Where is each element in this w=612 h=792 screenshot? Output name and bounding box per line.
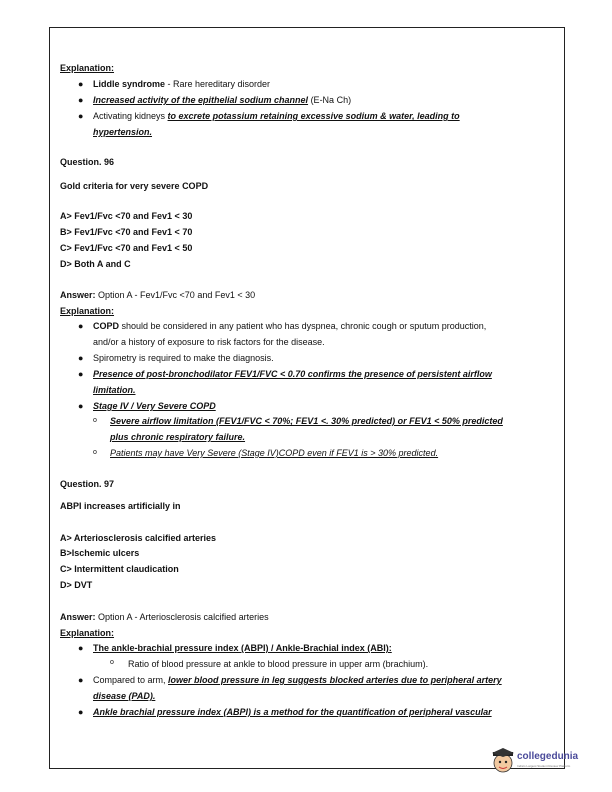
collegedunia-logo: collegedunia India's Largest Student Review Platform	[490, 748, 580, 776]
option: A> Fev1/Fvc <70 and Fev1 < 30	[60, 211, 193, 221]
bullet-icon: ●	[78, 675, 84, 685]
list-item: The ankle-brachial pressure index (ABPI) / Ankle-Brachial index (ABI):	[93, 643, 392, 653]
bullet-icon: ●	[78, 95, 84, 105]
bullet-icon: ●	[78, 353, 84, 363]
answer: Answer: Option A - Fev1/Fvc <70 and Fev1 < 30	[60, 290, 256, 300]
bullet-icon: ●	[78, 111, 84, 121]
option: D> Both A and C	[60, 259, 131, 269]
explanation-heading: Explanation:	[60, 63, 115, 73]
option: A> Arteriosclerosis calcified arteries	[60, 533, 216, 543]
bullet-icon: ●	[78, 401, 84, 411]
option: C> Intermittent claudication	[60, 564, 179, 574]
list-item: Spirometry is required to make the diagnosis.	[93, 353, 274, 363]
circle-bullet-icon: o	[110, 659, 114, 666]
option: D> DVT	[60, 580, 93, 590]
list-item: Activating kidneys to excrete potassium retaining excessive sodium & water, leading to	[93, 111, 460, 121]
list-item-continuation: hypertension.	[93, 127, 153, 137]
list-item: Liddle syndrome - Rare hereditary disorder	[93, 79, 271, 89]
bullet-icon: ●	[78, 369, 84, 379]
answer: Answer: Option A - Arteriosclerosis calcified arteries	[60, 612, 269, 622]
list-item: Increased activity of the epithelial sodium channel (E-Na Ch)	[93, 95, 352, 105]
explanation-heading: Explanation:	[60, 628, 115, 638]
list-item: Ankle brachial pressure index (ABPI) is a method for the quantification of peripheral vascular	[93, 707, 492, 717]
question-text: Gold criteria for very severe COPD	[60, 181, 209, 191]
list-item: Compared to arm, lower blood pressure in leg suggests blocked arteries due to peripheral artery	[93, 675, 502, 685]
sub-list-item: Ratio of blood pressure at ankle to blood pressure in upper arm (brachium).	[128, 659, 429, 669]
question-text: ABPI increases artificially in	[60, 501, 181, 511]
circle-bullet-icon: o	[93, 449, 97, 456]
sub-list-item: Patients may have Very Severe (Stage IV)COPD even if FEV1 is > 30% predicted.	[110, 448, 439, 458]
mascot-icon	[490, 748, 516, 776]
option: B>Ischemic ulcers	[60, 548, 140, 558]
bullet-icon: ●	[78, 707, 84, 717]
circle-bullet-icon: o	[93, 417, 97, 424]
list-item: COPD should be considered in any patient who has dyspnea, chronic cough or sputum production,	[93, 321, 487, 331]
option: B> Fev1/Fvc <70 and Fev1 < 70	[60, 227, 193, 237]
explanation-heading: Explanation:	[60, 306, 115, 316]
list-item-continuation: limitation.	[93, 385, 136, 395]
list-item-continuation: disease (PAD).	[93, 691, 156, 701]
bullet-icon: ●	[78, 643, 84, 653]
list-item: Presence of post-bronchodilator FEV1/FVC < 0.70 confirms the presence of persistent airflow	[93, 369, 492, 379]
list-item: Stage IV / Very Severe COPD	[93, 401, 216, 411]
question-label: Question. 96	[60, 157, 115, 167]
bullet-icon: ●	[78, 79, 84, 89]
option: C> Fev1/Fvc <70 and Fev1 < 50	[60, 243, 193, 253]
sub-list-item: Severe airflow limitation (FEV1/FVC < 70%; FEV1 <. 30% predicted) or FEV1 < 50% predicted	[110, 416, 503, 426]
list-item-continuation: and/or a history of exposure to risk factors for the disease.	[93, 337, 325, 347]
sub-list-item-continuation: plus chronic respiratory failure.	[110, 432, 246, 442]
bullet-icon: ●	[78, 321, 84, 331]
question-label: Question. 97	[60, 479, 115, 489]
